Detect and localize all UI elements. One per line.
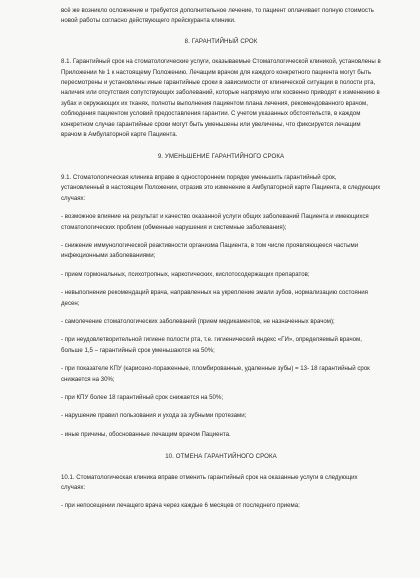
section-8-heading: 8. ГАРАНТИЙНЫЙ СРОК <box>184 37 258 45</box>
section-9-item-7: - при показателе КПУ (кариозно-пораженные, пломбированные, удаленные зубы) = 13- 18 гарантийный срок снижается на 30%; <box>61 365 370 383</box>
section-9-item-10: - иные причины, обоснованные лечащим врачом Пациента. <box>61 430 231 438</box>
section-9-paragraph-1: 9.1. Стоматологическая клиника вправе в одностороннем порядке уменьшить гарантийный срок, установленный в настоящем Положении, отразив это изменение в Амбулаторной карте Пациента, в следующих случаях: <box>61 173 381 202</box>
section-9-item-3: - прием гормональных, психотропных, наркотических, кислотосодержащих препаратов; <box>61 270 310 278</box>
section-9-item-5: - самолечение стоматологических заболеваний (прием медикаментов, не назначенных врачом); <box>61 317 335 325</box>
intro-paragraph: всё же возникло осложнение и требуется дополнительное лечение, то пациент оплачивает полную стоимость новой работы согласно действующего прейскуранта клиники. <box>61 7 374 25</box>
section-9-item-8: - при КПУ более 18 гарантийный срок снижается на 50%; <box>61 393 224 401</box>
section-10-item-1: - при непосещении лечащего врача через каждые 6 месяцев от последнего приема; <box>61 502 300 510</box>
section-9-item-2: - снижение иммунологической реактивности организма Пациента, в том числе проявляющееся частыми инфекционными заболеваниями; <box>61 241 359 260</box>
document-body <box>61 6 381 512</box>
section-10-heading: 10. ОТМЕНА ГАРАНТИЙНОГО СРОКА <box>165 453 277 461</box>
section-10-paragraph-1: 10.1. Стоматологическая клиника вправе отменить гарантийный срок на оказанные услуги в следующих случаях: <box>61 473 358 491</box>
section-9-item-1: - возможное влияние на результат и качество оказанной услуги общих заболеваний Пациента и имеющихся стоматологических проблем (обменные нарушения и системные заболевания); <box>61 213 369 231</box>
section-9-item-9: - нарушение правил пользования и ухода за зубными протезами; <box>61 412 247 420</box>
section-8-paragraph-1: 8.1. Гарантийный срок на стоматологические услуги, оказываемые Стоматологической клиникой, установлены в Приложении № 1 к настоящему Положению. Лечащим врачом для каждого конкретного пациента могут быть пересмотрены и установлены иные гарантийные сроки в зависимости от клинической ситуации в полости рта, наличия или отсутствия сопутствующих заболеваний, которые напрямую или косвенно приводят к изменению в зубах и окружающих их тканях, полноты выполнения пациентом плана лечения, рекомендованного врачом, соблюдения пациентом условий предоставления гарантии. С учетом указанных обстоятельств, в каждом конкретном случае гарантийные сроки могут быть уменьшены или увеличены, что фиксируется лечащим врачом в Амбулаторной карте Пациента. <box>61 58 381 139</box>
section-9-item-6: - при неудовлетворительной гигиене полости рта, т.е. гигиенический индекс «ГИ», определяемый врачом, больше 1,5 – гарантийный срок уменьшаются на 50%; <box>61 336 362 354</box>
section-9-heading: 9. УМЕНЬШЕНИЕ ГАРАНТИЙНОГО СРОКА <box>157 153 285 161</box>
section-9-item-4: - невыполнение рекомендаций врача, направленных на укрепление эмали зубов, нормализацию состояния десен; <box>61 289 368 307</box>
